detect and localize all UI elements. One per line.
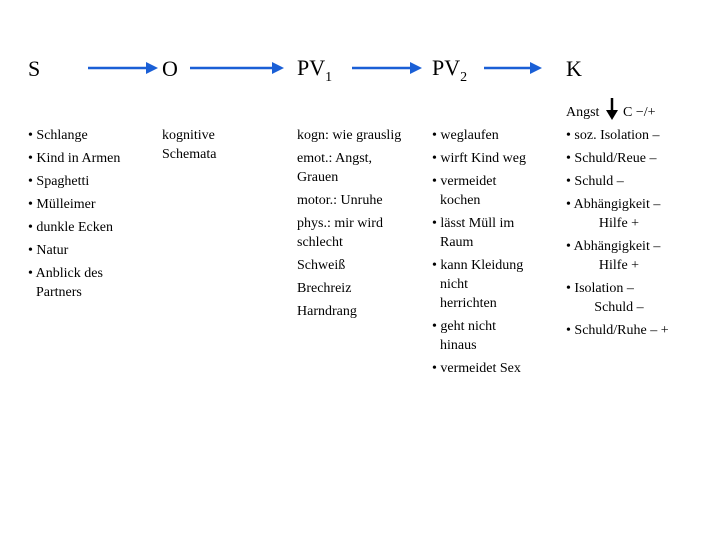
s-item-6: • Natur (28, 243, 69, 258)
column-pv2 (432, 126, 526, 378)
k-item-6-cont: Schuld – (594, 300, 644, 315)
column-pv1 (297, 126, 401, 321)
o-line-1: kognitive (162, 128, 215, 143)
pv1-item-4-cont: schlecht (297, 235, 343, 250)
k-angst-row (566, 103, 599, 122)
k-item-4-cont: Hilfe + (598, 216, 640, 231)
pv2-item-6: • geht nicht (432, 319, 496, 334)
header-pv2-main: PV (432, 55, 461, 80)
k-item-1: • soz. Isolation – (566, 128, 660, 143)
header-pv2 (432, 55, 467, 85)
down-arrow-icon (605, 98, 619, 122)
k-c-symbol: −/+ (635, 105, 656, 120)
pv2-item-4-cont: Raum (440, 235, 474, 250)
pv1-item-1: kogn: wie grauslig (297, 128, 402, 143)
header-pv1 (297, 55, 332, 85)
column-s (28, 126, 120, 302)
header-pv2-sub: 2 (460, 70, 468, 85)
k-item-4: • Abhängigkeit – (566, 197, 661, 212)
column-o (162, 126, 216, 164)
pv2-item-6-cont: hinaus (440, 338, 477, 353)
pv2-item-5-cont-2: herrichten (440, 296, 497, 311)
arrow-o-to-pv1 (190, 60, 286, 76)
pv1-item-7: Harndrang (297, 304, 357, 319)
pv2-item-7: • vermeidet Sex (432, 361, 521, 376)
pv1-item-5: Schweiß (297, 258, 346, 273)
pv2-item-3: • vermeidet (432, 174, 497, 189)
s-item-3: • Spaghetti (28, 174, 90, 189)
pv2-item-3-cont: kochen (440, 193, 481, 208)
s-item-2: • Kind in Armen (28, 151, 121, 166)
s-item-7: • Anblick des (28, 266, 103, 281)
arrow-pv2-to-k (484, 60, 544, 76)
k-c-label: C (623, 105, 633, 120)
pv1-item-2-cont: Grauen (297, 170, 339, 185)
pv2-item-5: • kann Kleidung (432, 258, 524, 273)
s-item-5: • dunkle Ecken (28, 220, 113, 235)
k-item-3: • Schuld – (566, 174, 624, 189)
header-pv1-main: PV (297, 55, 326, 80)
pv2-item-4: • lässt Müll im (432, 216, 515, 231)
header-k: K (566, 56, 582, 81)
s-item-4: • Mülleimer (28, 197, 96, 212)
k-angst-label: Angst (566, 105, 600, 120)
k-item-2: • Schuld/Reue – (566, 151, 657, 166)
s-item-1: • Schlange (28, 128, 88, 143)
k-item-5: • Abhängigkeit – (566, 239, 661, 254)
pv2-item-1: • weglaufen (432, 128, 499, 143)
o-line-2: Schemata (162, 147, 217, 162)
header-o: O (162, 56, 178, 81)
k-item-5-cont: Hilfe + (598, 258, 640, 273)
pv1-item-2: emot.: Angst, (297, 151, 373, 166)
header-s: S (28, 56, 41, 81)
s-item-7-cont: Partners (36, 285, 82, 300)
arrow-pv1-to-pv2 (352, 60, 424, 76)
pv1-item-3: motor.: Unruhe (297, 193, 383, 208)
pv1-item-4: phys.: mir wird (297, 216, 383, 231)
pv2-item-2: • wirft Kind weg (432, 151, 526, 166)
arrow-s-to-o (88, 60, 160, 76)
k-c-row (623, 103, 656, 122)
k-item-6: • Isolation – (566, 281, 634, 296)
column-k (566, 126, 669, 340)
header-pv1-sub: 1 (325, 70, 333, 85)
pv2-item-5-cont-1: nicht (440, 277, 468, 292)
pv1-item-6: Brechreiz (297, 281, 352, 296)
k-item-7: • Schuld/Ruhe – + (566, 323, 669, 338)
